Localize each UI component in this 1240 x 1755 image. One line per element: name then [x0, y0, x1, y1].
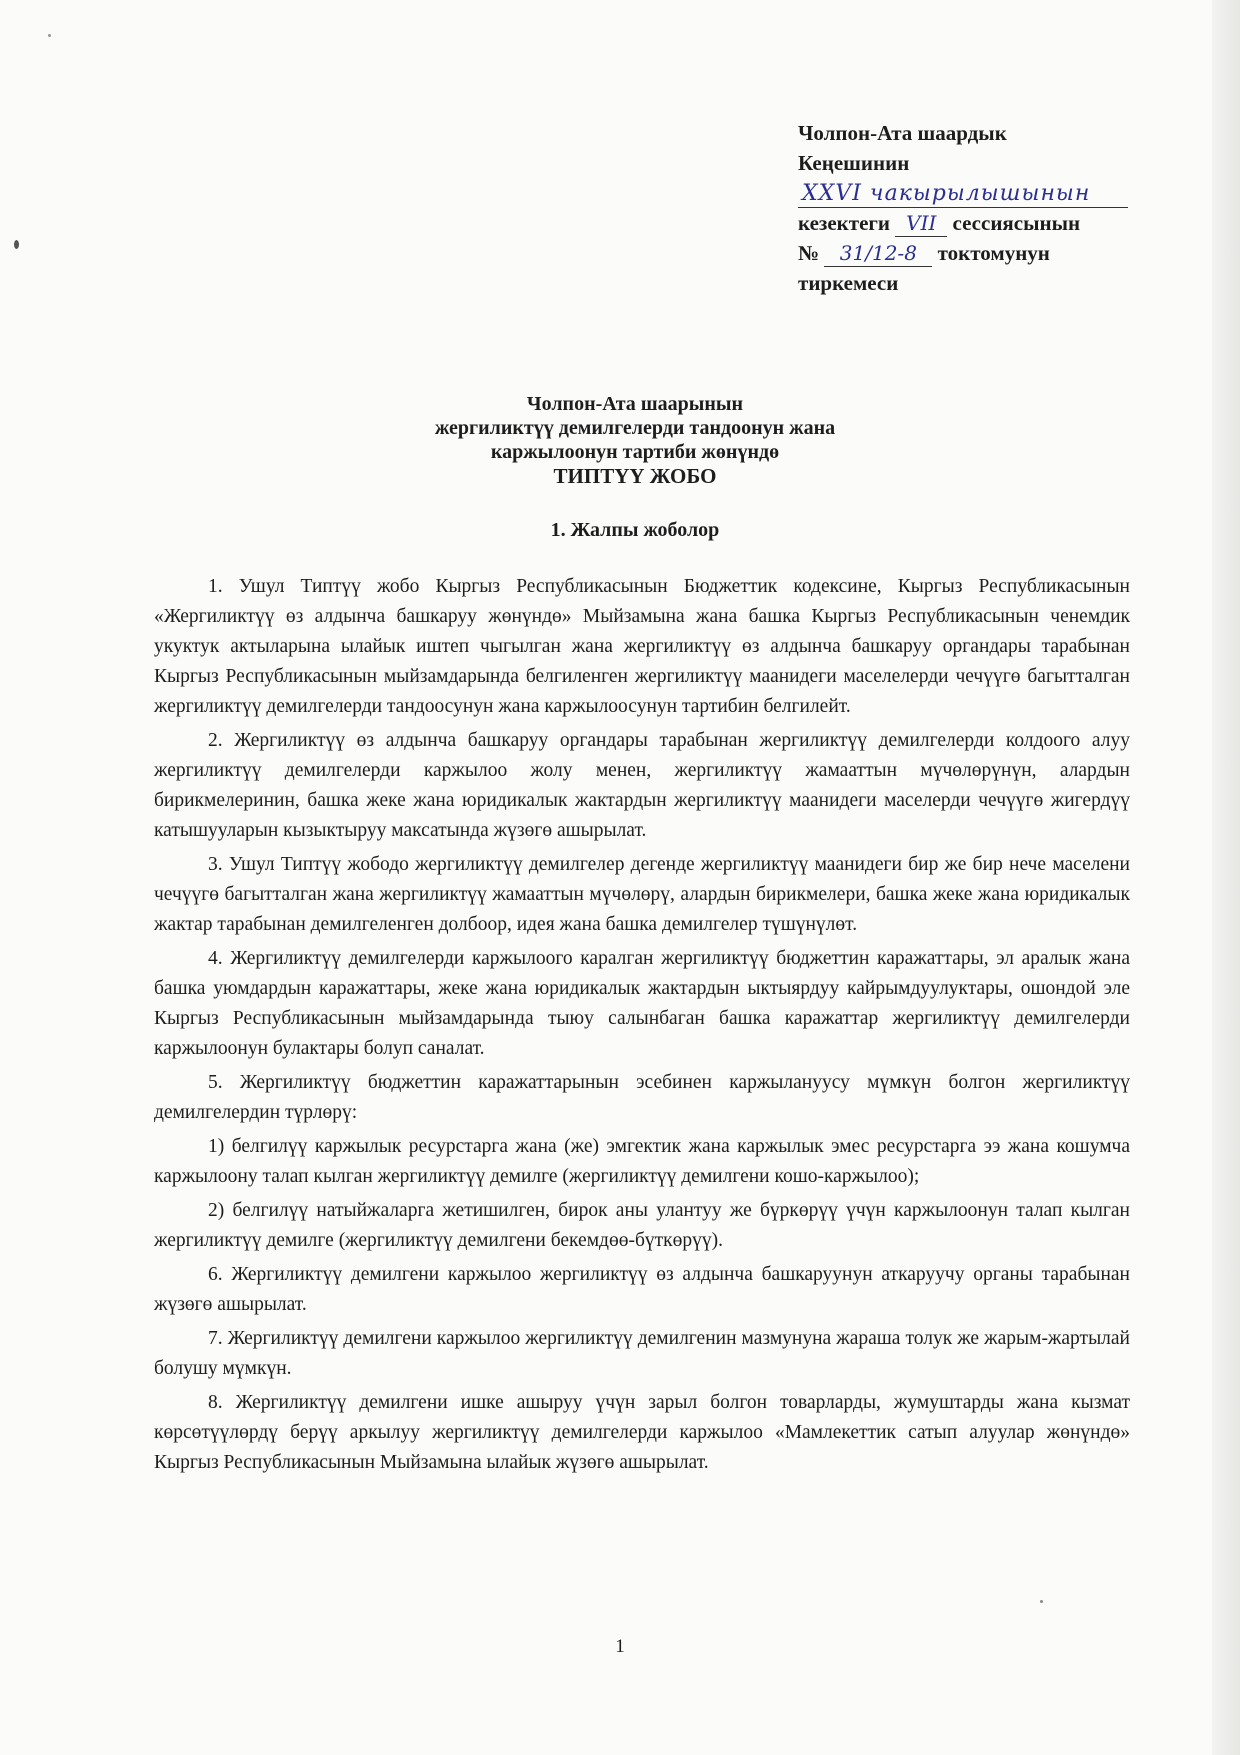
- scan-edge: [1212, 0, 1240, 1755]
- paragraph: 1. Ушул Типтүү жобо Кыргыз Республикасынын Бюджеттик кодексине, Кыргыз Республикасынын «Жергиликтүү өз алдынча башкаруу жөнүндө» Мыйзамына жана башка Кыргыз Республикасынын ченемдик укуктук актыларына ылайык иштеп чыгылган жана жергиликтүү өз алдынча башкаруу органдары тарабынан Кыргыз Республикасынын мыйзамдарында белгиленген жергиликтүү маанидеги маселелерди чечүүгө багытталган жергиликтүү демилгелерди тандоосунун жана каржылоосунун тартибин белгилейт.: [154, 576, 1130, 717]
- number-prefix: №: [798, 241, 820, 265]
- paragraph: 3. Ушул Типтүү жободо жергиликтүү демилгелер дегенде жергиликтүү маанидеги бир же бир нече маселени чечүүгө багытталган жана жергиликтүү жамааттын мүчөлөрү, алардын бирикмелери, башка жеке жана юридикалык жактар тарабынан демилгеленген долбоор, идея жана башка демилгелер түшүнүлөт.: [154, 854, 1130, 935]
- session-line: [798, 208, 1128, 238]
- session-prefix: кезектеги: [798, 211, 891, 235]
- paragraph: 8. Жергиликтүү демилгени ишке ашыруу үчүн зарыл болгон товарларды, жумуштарды жана кызмат көрсөтүүлөрдү берүү аркылуу жергиликтүү демилгелерди каржылоо «Мамлекеттик сатып алуулар жөнүндө» Кыргыз Республикасынын Мыйзамына ылайык жүзөгө ашырылат.: [154, 1392, 1130, 1473]
- council-line2: Кеңешинин: [798, 151, 910, 175]
- document-body: [154, 572, 1130, 1482]
- paragraph: 1) белгилүү каржылык ресурстарга жана (же) эмгектик жана каржылык эмес ресурстарга ээ жана кошумча каржылоону талап кылган жергиликтүү демилге (жергиликтүү демилгени кошо-каржылоо);: [154, 1136, 1130, 1187]
- section-heading: 1. Жалпы жоболор: [550, 519, 720, 541]
- scan-speck: [14, 240, 19, 249]
- attachment-label: тиркемеси: [798, 271, 899, 295]
- document-title: [200, 392, 1070, 488]
- resolution-attachment-header: [798, 118, 1128, 298]
- paragraph: 4. Жергиликтүү демилгелерди каржылоого каралган жергиликтүү бюджеттин каражаттары, эл аралык жана башка уюмдардын каражаттары, жеке жана юридикалык жактардын ыктыярдуу кайрымдуулуктары, ошондой эле Кыргыз Республикасынын мыйзамдарында тыюу салынбаган башка каражаттар жергиликтүү демилгелерди каржылоонун булактары болуп саналат.: [154, 948, 1130, 1059]
- paragraph: 2) белгилүү натыйжаларга жетишилген, бирок аны улантуу же бүркөрүү үчүн каржылоонун талап кылган жергиликтүү демилге (жергиликтүү демилгени бекемдөө-бүткөрүү).: [154, 1200, 1130, 1251]
- paragraph: 6. Жергиликтүү демилгени каржылоо жергиликтүү өз алдынча башкаруунун аткаруучу органы тарабынан жүзөгө ашырылат.: [154, 1264, 1130, 1315]
- title-line-4: ТИПТҮҮ ЖОБО: [553, 464, 717, 488]
- handwritten-resolution-number: 31/12-8: [824, 240, 932, 267]
- page-number: 1: [615, 1636, 625, 1657]
- paragraph: 2. Жергиликтүү өз алдынча башкаруу органдары тарабынан жергиликтүү демилгелерди колдоого алуу жергиликтүү демилгелерди каржылоо жолу менен, жергиликтүү жамааттын мүчөлөрүнүн, алардын бирикмелеринин, башка жеке жана юридикалык жактардын жергиликтүү маанидеги маселерди чечүүгө жигердүү катышууларын кызыктыруу максатында жүзөгө ашырылат.: [154, 730, 1130, 841]
- title-line-2: жергиликтүү демилгелерди тандоонун жана: [434, 417, 836, 439]
- title-line-1: Чолпон-Ата шаарынын: [526, 393, 744, 415]
- title-line-3: каржылоонун тартиби жөнүндө: [490, 441, 780, 463]
- council-name-line: Чолпон-Ата шаардык: [798, 121, 1007, 145]
- number-suffix: токтомунун: [937, 241, 1050, 265]
- paragraph: 7. Жергиликтүү демилгени каржылоо жергиликтүү демилгенин мазмунуна жараша толук же жарым-жартылай болушу мүмкүн.: [154, 1328, 1130, 1379]
- session-suffix: сессиясынын: [952, 211, 1081, 235]
- paragraph: 5. Жергиликтүү бюджеттин каражаттарынын эсебинен каржылануусу мүмкүн болгон жергиликтүү демилгелердин түрлөрү:: [154, 1072, 1130, 1123]
- scan-speck: [48, 34, 51, 37]
- scan-speck: [1040, 1600, 1043, 1603]
- convocation-line: [798, 178, 1128, 208]
- resolution-number-line: [798, 238, 1128, 268]
- handwritten-session: VII: [895, 210, 947, 237]
- handwritten-convocation: XXVI чакырылышынын: [798, 181, 1128, 208]
